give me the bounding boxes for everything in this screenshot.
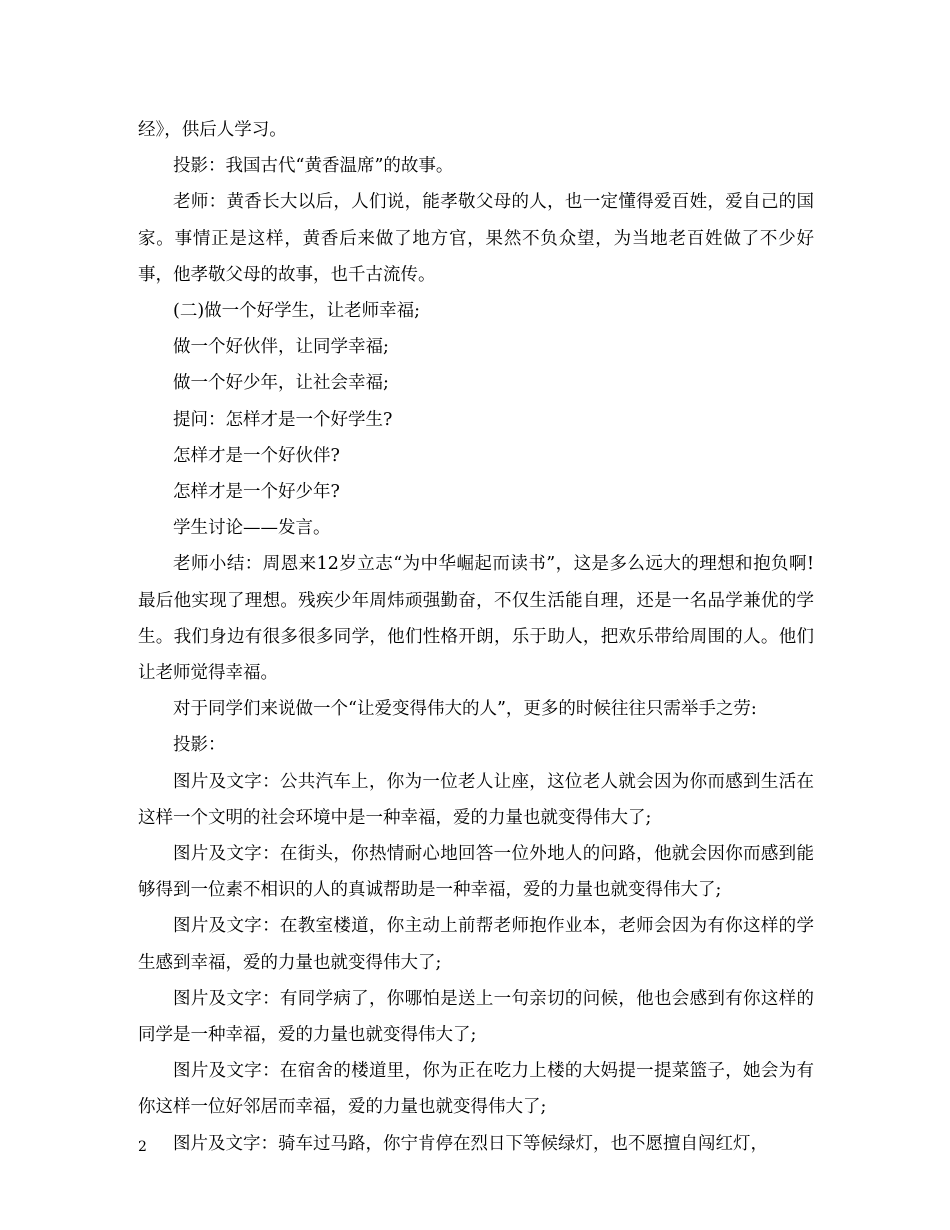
paragraph: 做一个好少年，让社会幸福; [173,373,389,394]
paragraph: 投影： [173,735,226,756]
paragraph: 对于同学们来说做一个“让爱变得伟大的人”，更多的时候往往只需举手之劳: [173,699,757,720]
document-body [138,112,814,1162]
paragraph: 经》，供后人学习。 [138,120,287,140]
paragraph: 怎样才是一个好伙伴? [173,445,340,466]
paragraph: 图片及文字：有同学病了，你哪怕是送上一句亲切的问候，他也会感到有你这样的同学是一种幸福，爱的力量也就变得伟大了; [138,988,814,1046]
paragraph: 图片及文字：在宿舍的楼道里，你为正在吃力上楼的大妈提一提菜篮子，她会为有你这样一位好邻居而幸福，爱的力量也就变得伟大了; [138,1061,814,1118]
paragraph: (二)做一个好学生，让老师幸福; [173,301,421,322]
paragraph: 提问：怎样才是一个好学生? [173,409,393,430]
paragraph: 图片及文字：公共汽车上，你为一位老人让座，这位老人就会因为你而感到生活在这样一个文明的社会环境中是一种幸福，爱的力量也就变得伟大了; [138,771,814,828]
paragraph: 做一个好伙伴，让同学幸福; [173,337,389,358]
paragraph: 图片及文字：骑车过马路，你宁肯停在烈日下等候绿灯，也不愿擅自闯红灯， [173,1133,768,1154]
paragraph: 老师小结：周恩来12岁立志“为中华崛起而读书”，这是多么远大的理想和抱负啊!最后他实现了理想。残疾少年周炜顽强勤奋，不仅生活能自理，还是一名品学兼优的学生。我们身边有很多很多同学，他们性格开朗，乐于助人，把欢乐带给周围的人。他们让老师觉得幸福。 [138,554,814,684]
paragraph: 投影：我国古代“黄香温席”的故事。 [173,156,454,177]
paragraph: 图片及文字：在街头，你热情耐心地回答一位外地人的问路，他就会因你而感到能够得到一位素不相识的人的真诚帮助是一种幸福，爱的力量也就变得伟大了; [138,844,814,901]
paragraph: 学生讨论——发言。 [173,518,331,539]
page-number: 2 [138,1139,147,1155]
paragraph: 怎样才是一个好少年? [173,482,340,503]
paragraph: 老师：黄香长大以后，人们说，能孝敬父母的人，也一定懂得爱百姓，爱自己的国家。事情正是这样，黄香后来做了地方官，果然不负众望，为当地老百姓做了不少好事，他孝敬父母的故事，也千古流传。 [138,192,814,285]
paragraph: 图片及文字：在教室楼道，你主动上前帮老师抱作业本，老师会因为有你这样的学生感到幸福，爱的力量也就变得伟大了; [138,916,814,973]
